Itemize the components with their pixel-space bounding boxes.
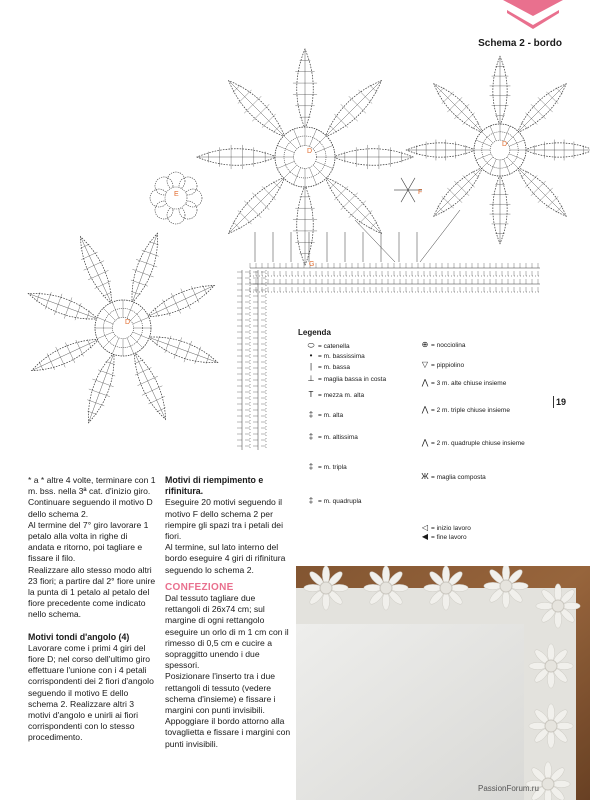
legend-label: = 2 m. triple chiuse insieme [431,407,510,414]
paragraph: Realizzare allo stesso modo altri 23 fiori; a partire dal 2° fiore unire la punta di 1 petalo al petalo del fiore precedente come indicato nello schema. [28,564,156,620]
paragraph: Al termine, sul lato interno del bordo eseguire 4 giri di rifinitura seguendo lo schema 2. [165,542,286,575]
page-number-divider [553,396,554,408]
paragraph: Appoggiare il bordo attorno alla tovaglietta e fissare i margini con punti invisibili. [165,716,291,749]
back-loop-sc-icon: ⊥ [307,374,315,383]
legend-label: = m. altissima [318,434,358,441]
paragraph: Lavorare come i primi 4 giri del fiore D; nel corso dell'ultimo giro effettuare l'unione con i 4 petali corrispondenti dei 2 fiori d'angolo seguendo il motivo E dello schema 2. Realizzare altri 3 motivi d'angolo e unirli ai fiori corrispondenti con lo stesso procedimento. [28,642,154,743]
chain-oval-icon: ⬭ [307,341,315,350]
legend-label: = 3 m. alte chiuse insieme [431,380,507,387]
flower-motif-d [197,49,413,265]
double-crochet-icon: ‡ [308,410,314,419]
paragraph: Continuare seguendo il motivo D dello schema 2. [28,497,153,519]
paragraph: * a * altre 4 volte, terminare con 1 m. bss. nella 3ª cat. d'inizio giro. [28,475,156,497]
legend-label: = m. bassissima [318,353,365,360]
triple-treble-icon: ‡ [308,462,314,471]
round-motif-e [150,172,202,224]
text-column-middle [165,475,293,750]
picot-icon: ▽ [421,360,429,369]
flower-motif-d [28,233,217,422]
legend-label: = maglia composta [431,474,486,481]
section-heading: Motivi di riempimento e rifinitura. [165,475,264,497]
finishing-border-rows [237,232,540,450]
quadruple-treble-icon: ‡ [308,496,314,505]
legend-label: = fine lavoro [431,534,467,541]
finished-placemat-photo [296,566,590,800]
text-column-left [28,475,156,744]
legend-label: = m. bassa [318,364,350,371]
watermark: PassionForum.ru [478,784,539,793]
legend-label: = m. alta [318,412,344,419]
puff-stitch-icon: ⊕ [421,340,429,349]
schema-title: Schema 2 - bordo [478,38,562,49]
legend-label: = nocciolina [431,342,466,349]
start-arrow-icon: ◁ [421,523,429,532]
half-double-crochet-icon: T [308,390,314,399]
two-dtr-cluster-icon: ⋀ [421,405,429,414]
legend-label: = catenella [318,343,350,350]
legend-label: = 2 m. quadruple chiuse insieme [431,440,525,447]
motif-label: D [307,148,313,155]
legend-label: = pippiolino [431,362,465,369]
paragraph: Al termine del 7° giro lavorare 1 petalo alla volta in righe di andata e ritorno, poi tagliare e fissare il filo. [28,519,149,564]
confezione-title: CONFEZIONE [165,581,234,593]
flower-motif-d [406,56,590,243]
composite-stitch-icon: Ж [421,472,429,481]
paragraph: Eseguire 20 motivi seguendo il motivo F dello schema 2 per riempire gli spazi tra i petali dei fiori. [165,497,283,542]
motif-label: E [174,191,179,198]
page-number: 19 [556,397,567,407]
three-tr-cluster-icon: ⋀ [421,378,429,387]
legend-title: Legenda [298,328,331,337]
end-arrow-icon: ◀ [421,532,429,541]
motif-label: D [125,319,131,326]
motif-label: G [309,261,315,268]
filler-motif-f [355,178,460,262]
paragraph: Posizionare l'inserto tra i due rettangoli di tessuto (vedere schema d'insieme) e fissare i margini con punti invisibili. [165,671,276,716]
legend-label: = m. tripla [318,464,347,471]
slip-stitch-dot-icon: • [309,351,313,360]
motif-label: D [502,141,508,148]
two-quad-cluster-icon: ⋀ [421,438,429,447]
legend-label: = mezza m. alta [318,392,365,399]
paragraph: Dal tessuto tagliare due rettangoli di 26x74 cm; sul margine di ogni rettangolo eseguire un orlo di m 1 cm con il rimesso di 0,5 cm e cucire a sopraggitto unendo i due spessori. [165,593,289,671]
single-crochet-bar-icon: | [309,362,313,371]
motif-label: F [418,189,423,196]
legend-label: = inizio lavoro [431,525,471,532]
legend-label: = m. quadrupla [318,498,362,505]
section-heading: Motivi tondi d'angolo (4) [28,631,130,642]
legend-label: = maglia bassa in costa [318,376,387,383]
treble-crochet-icon: ‡ [308,432,314,441]
